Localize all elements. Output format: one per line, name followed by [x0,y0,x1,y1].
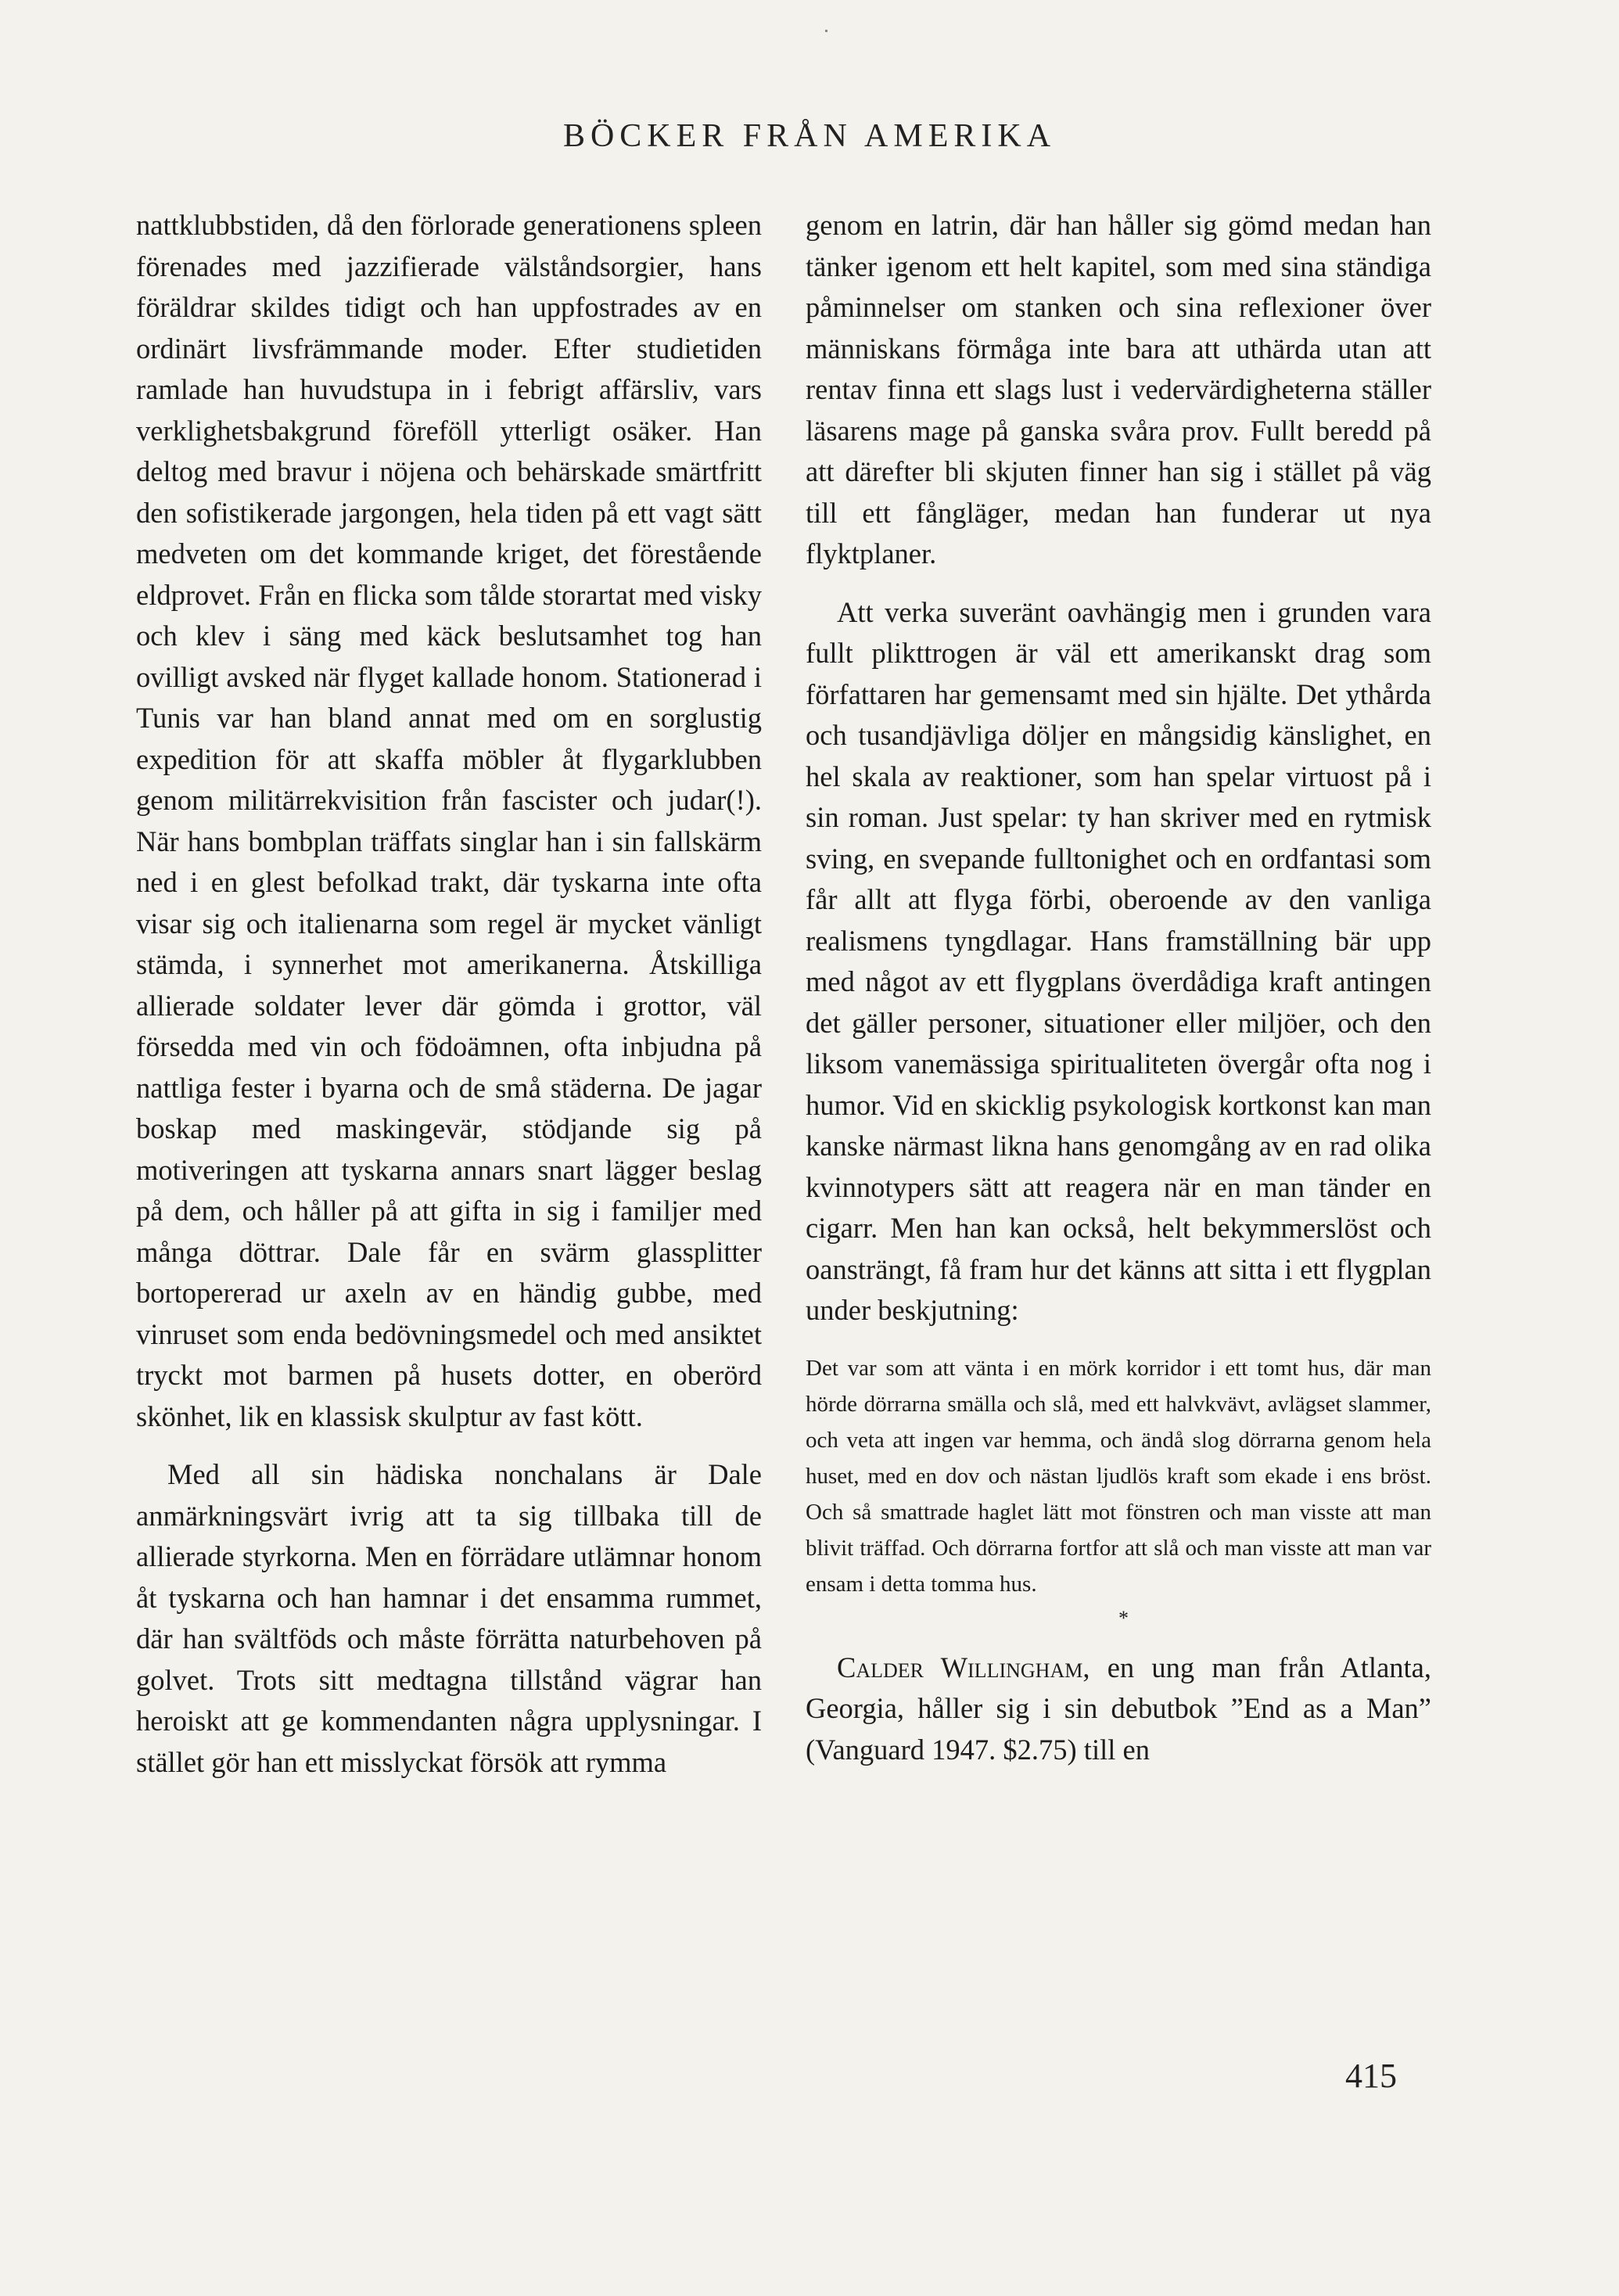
section-separator: * [1118,1606,1129,1629]
page-number: 415 [1345,2057,1397,2095]
right-paragraph-3 [806,1647,1431,1771]
print-mark [825,30,827,32]
left-column [136,205,762,1783]
left-paragraph-1: nattklubbstiden, då den förlorade generationens spleen förenades med jazzifierade välståndsorgier, hans föräldrar skildes tidigt och han uppfostrades av en ordinärt livsfrämmande moder. Efter studietiden ramlade han huvudstupa in i febrigt affärsliv, vars verklighetsbakgrund föreföll ytterligt osäker. Han deltog med bravur i nöjena och behärskade smärtfritt den sofistikerade jargongen, hela tiden på ett vagt sätt medveten om det kommande kriget, det förestående eldprovet. Från en flicka som tålde storartat med visky och klev i säng med käck beslutsamhet tog han ovilligt avsked när flyget kallade honom. Stationerad i Tunis var han bland annat med om en sorglustig expedition för att skaffa möbler åt flygarklubben genom militärrekvisition från fascister och judar(!). När hans bombplan träffats singlar han i sin fallskärm ned i en glest befolkad trakt, där tyskarna inte ofta visar sig och italienarna som regel är mycket vänligt stämda, i synnerhet mot amerikanerna. Åtskilliga allierade soldater lever där gömda i grottor, väl försedda med vin och födoämnen, ofta inbjudna på nattliga fester i byarna och de små städerna. De jagar boskap med maskingevär, stödjande sig på motiveringen att tyskarna annars snart lägger beslag på dem, och håller på att gifta in sig i familjer med många döttrar. Dale får en svärm glassplitter bortopererad ur axeln av en händig gubbe, med vinruset som enda bedövningsmedel och med ansiktet tryckt mot barmen på husets dotter, en oberörd skönhet, lik en klassisk skulptur av fast kött. [136,209,762,1432]
author-name: Calder Willingham [837,1651,1083,1683]
right-paragraph-1: genom en latrin, där han håller sig gömd medan han tänker igenom ett helt kapitel, som med sina ständiga påminnelser om stanken och sina reflexioner över människans förmåga inte bara att uthärda utan att rentav finna ett slags lust i vedervärdigheterna ställer läsarens mage på ganska svåra prov. Fullt beredd på att därefter bli skjuten finner han sig i stället på väg till ett fångläger, medan han funderar ut nya flyktplaner. [806,209,1431,570]
right-paragraph-3-text: , en ung man från Atlanta, Georgia, håller sig i sin debutbok ”End as a Man” (Vanguard 1947. $2.75) till en [806,1651,1431,1766]
block-quote: Det var som att vänta i en mörk korridor i ett tomt hus, där man hörde dörrarna smälla och slå, med ett halvkvävt, avlägset slammer, och veta att ingen var hemma, och ändå slog dörrarna genom hela huset, med en dov och nästan ljudlös kraft som ekade i ens bröst. Och så smattrade haglet lätt mot fönstren och man visste att man blivit träffad. Och dörrarna fortfor att slå och man visste att man var ensam i detta tomma hus. [806,1355,1431,1597]
right-column [806,205,1431,1770]
right-paragraph-2: Att verka suveränt oavhängig men i grunden vara fullt plikttrogen är väl ett amerikanskt drag som författaren har gemensamt med sin hjälte. Det ythårda och tusandjävliga döljer en mångsidig känslighet, en hel skala av reaktioner, som han spelar virtuost på i sin roman. Just spelar: ty han skriver med en rytmisk sving, en svepande fulltonighet och en ordfantasi som får allt att flyga förbi, oberoende av den vanliga realismens tyngdlagar. Hans framställning bär upp med något av ett flygplans överdådiga kraft antingen det gäller personer, situationer eller miljöer, och den liksom vanemässiga spiritualiteten övergår ofta nog i humor. Vid en skicklig psykologisk kortkonst kan man kanske närmast likna hans genomgång av en rad olika kvinnotypers sätt att reagera när en man tänder en cigarr. Men han kan också, helt bekymmerslöst och oansträngt, få fram hur det känns att sitta i ett flygplan under beskjutning: [806,595,1431,1326]
left-paragraph-2: Med all sin hädiska nonchalans är Dale anmärkningsvärt ivrig att ta sig tillbaka till de allierade styrkorna. Men en förrädare utlämnar honom åt tyskarna och han hamnar i det ensamma rummet, där han svältföds och måste förrätta naturbehoven på golvet. Trots sitt medtagna tillstånd vägrar han heroiskt att ge kommendanten några upplysningar. I stället gör han ett misslyckat försök att rymma [136,1458,762,1778]
running-header: BÖCKER FRÅN AMERIKA [562,118,1057,154]
